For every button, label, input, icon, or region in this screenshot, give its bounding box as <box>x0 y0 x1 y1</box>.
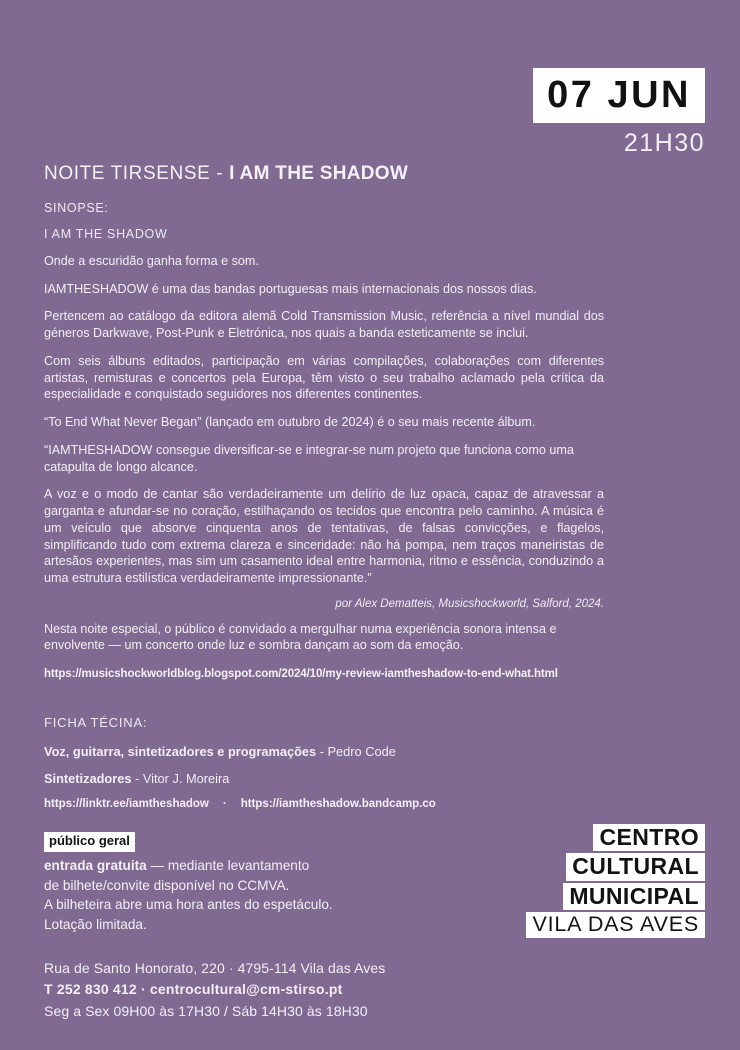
paragraph-1: IAMTHESHADOW é uma das bandas portuguesas mais internacionais dos nossos dias. <box>44 281 537 296</box>
band-links <box>44 798 604 810</box>
quote-attribution: por Alex Dematteis, Musicshockworld, Salford, 2024. <box>335 597 604 610</box>
credit-role: Sintetizadores <box>44 771 132 786</box>
page-title <box>44 163 604 185</box>
footer <box>44 958 564 1022</box>
admission-section <box>44 832 424 935</box>
footer-contact: T 252 830 412 · centrocultural@cm-stirso.pt <box>44 981 343 998</box>
event-time: 21H30 <box>623 129 705 157</box>
review-url-link[interactable]: https://musicshockworldblog.blogspot.com/2024/10/my-review-iamtheshadow-to-end-what.html <box>44 668 558 681</box>
quote-part-1: “IAMTHESHADOW consegue diversificar-se e integrar-se num projeto que funciona como uma catapulta de longo alcance. <box>44 442 574 474</box>
audience-badge: público geral <box>44 832 135 852</box>
venue-logo <box>526 824 705 940</box>
credit-name: - Pedro Code <box>316 744 396 759</box>
synopsis-band-name: I AM THE SHADOW <box>44 227 168 241</box>
linktree-link[interactable]: https://linktr.ee/iamtheshadow <box>44 798 209 810</box>
paragraph-album: “To End What Never Began” (lançado em outubro de 2024) é o seu mais recente álbum. <box>44 415 536 430</box>
admission-line-1 <box>44 856 424 876</box>
credit-role: Voz, guitarra, sintetizadores e programações <box>44 744 317 759</box>
free-entry-detail: — mediante levantamento <box>146 857 310 873</box>
link-separator: · <box>222 798 227 810</box>
quote-part-2: A voz e o modo de cantar são verdadeiramente um delírio de luz opaca, capaz de atravessar a garganta e afundar-se no coração, estilhaçando os tecidos que encontra pelo caminho. A música é um veículo que absorve cinquenta anos de tentativas, de falsas convicções, e flagelos, simplificando tudo com extrema clareza e sinceridade: não há pompa, nem traços maneiristas de artesãos experientes, mas sim um casamento ideal entre harmonia, ritmo e essência, conduzindo a uma estrutura estilística verdadeiramente impressionante.” <box>44 487 604 586</box>
band-name: I AM THE SHADOW <box>229 163 409 184</box>
technical-credits-section <box>44 715 604 810</box>
venue-logo-line-vila-das-aves: VILA DAS AVES <box>526 912 705 938</box>
credit-row <box>44 771 604 786</box>
footer-hours: Seg a Sex 09H00 às 17H30 / Sáb 14H30 às 18H30 <box>44 1002 368 1019</box>
venue-logo-line-cultural: CULTURAL <box>566 853 705 880</box>
main-content <box>44 163 604 680</box>
event-date: 07 JUN <box>533 68 705 123</box>
tagline: Onde a escuridão ganha forma e som. <box>44 254 259 268</box>
technical-credits-title: FICHA TÉCINA: <box>44 715 148 730</box>
credit-row <box>44 744 604 759</box>
admission-line-4: Lotação limitada. <box>44 917 147 933</box>
bandcamp-link[interactable]: https://iamtheshadow.bandcamp.co <box>240 798 436 810</box>
paragraph-3: Com seis álbuns editados, participação em várias compilações, colaborações com diferentes artistas, remisturas e concertos pela Europa, têm visto o seu trabalho aclamado pela crítica da especialidade e conquistado seguidores nos diferentes continentes. <box>44 353 604 402</box>
free-entry-label: entrada gratuita <box>44 857 147 873</box>
synopsis-label: SINOPSE: <box>44 201 109 215</box>
event-title-prefix: NOITE TIRSENSE - <box>44 163 230 184</box>
footer-address: Rua de Santo Honorato, 220 · 4795-114 Vila das Aves <box>44 960 386 976</box>
admission-line-2: de bilhete/convite disponível no CCMVA. <box>44 877 290 893</box>
admission-line-3: A bilheteira abre uma hora antes do espetáculo. <box>44 897 333 913</box>
date-header <box>533 68 705 158</box>
closing-paragraph: Nesta noite especial, o público é convidado a mergulhar numa experiência sonora intensa e envolvente — um concerto onde luz e sombra dançam ao som da emoção. <box>44 621 557 653</box>
venue-logo-line-centro: CENTRO <box>593 824 705 851</box>
paragraph-2: Pertencem ao catálogo da editora alemã Cold Transmission Music, referência a nível mundial dos géneros Darkwave, Post-Punk e Eletrónica, nos quais a banda esteticamente se inclui. <box>44 309 604 341</box>
venue-logo-line-municipal: MUNICIPAL <box>563 883 705 910</box>
credit-name: - Vitor J. Moreira <box>131 771 230 786</box>
